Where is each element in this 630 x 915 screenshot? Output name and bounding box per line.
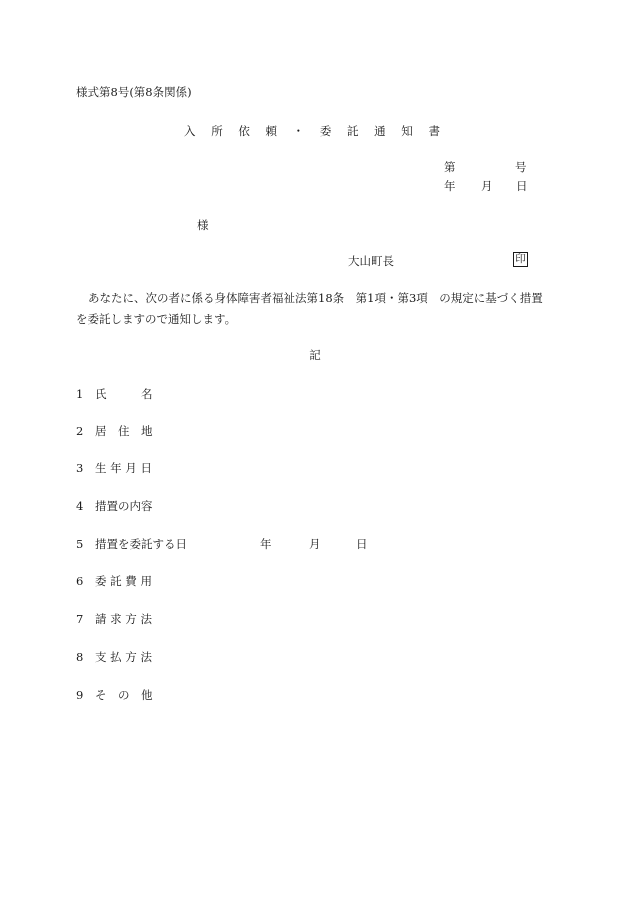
item-number: 3 [76, 461, 84, 475]
item-number: 5 [76, 537, 84, 551]
commission-date-month-label: 月 [309, 537, 321, 551]
seal-stamp-text: 印 [515, 253, 526, 266]
commission-date-day-label: 日 [356, 537, 368, 551]
item-number: 9 [76, 688, 84, 702]
item-label-name: 氏 名 [95, 387, 153, 401]
item-label-commission-cost: 委 託 費 用 [95, 574, 152, 588]
item-label-billing-method: 請 求 方 法 [95, 612, 152, 626]
item-label-measure-content: 措置の内容 [95, 499, 153, 513]
recipient-honorific: 様 [197, 218, 209, 232]
issuer-name: 大山町長 [348, 254, 394, 268]
item-label-residence: 居 住 地 [95, 424, 153, 438]
item-label-commission-date: 措置を委託する日 [95, 537, 187, 551]
body-text-line-2: を委託しますので通知します。 [76, 312, 237, 326]
date-month-label: 月 [481, 179, 493, 193]
item-number: 6 [76, 574, 84, 588]
item-number: 2 [76, 424, 84, 438]
date-year-label: 年 [444, 179, 456, 193]
item-label-other: そ の 他 [95, 688, 153, 702]
body-text-line-1: あなたに、次の者に係る身体障害者福祉法第18条 第1項・第3項 の規定に基づく措置 [88, 291, 543, 305]
doc-number-prefix: 第 [444, 160, 456, 174]
document-title: 入 所 依 頼 ・ 委 託 通 知 書 [184, 124, 446, 138]
seal-stamp-mark [513, 252, 528, 267]
item-number: 8 [76, 650, 84, 664]
item-label-payment-method: 支 払 方 法 [95, 650, 152, 664]
item-label-birthdate: 生 年 月 日 [95, 461, 152, 475]
date-day-label: 日 [516, 179, 528, 193]
doc-number-suffix: 号 [515, 160, 527, 174]
item-number: 4 [76, 499, 84, 513]
item-number: 1 [76, 387, 84, 401]
item-number: 7 [76, 612, 84, 626]
ki-heading: 記 [309, 348, 321, 362]
commission-date-year-label: 年 [260, 537, 272, 551]
form-number: 様式第8号(第8条関係) [76, 85, 192, 99]
